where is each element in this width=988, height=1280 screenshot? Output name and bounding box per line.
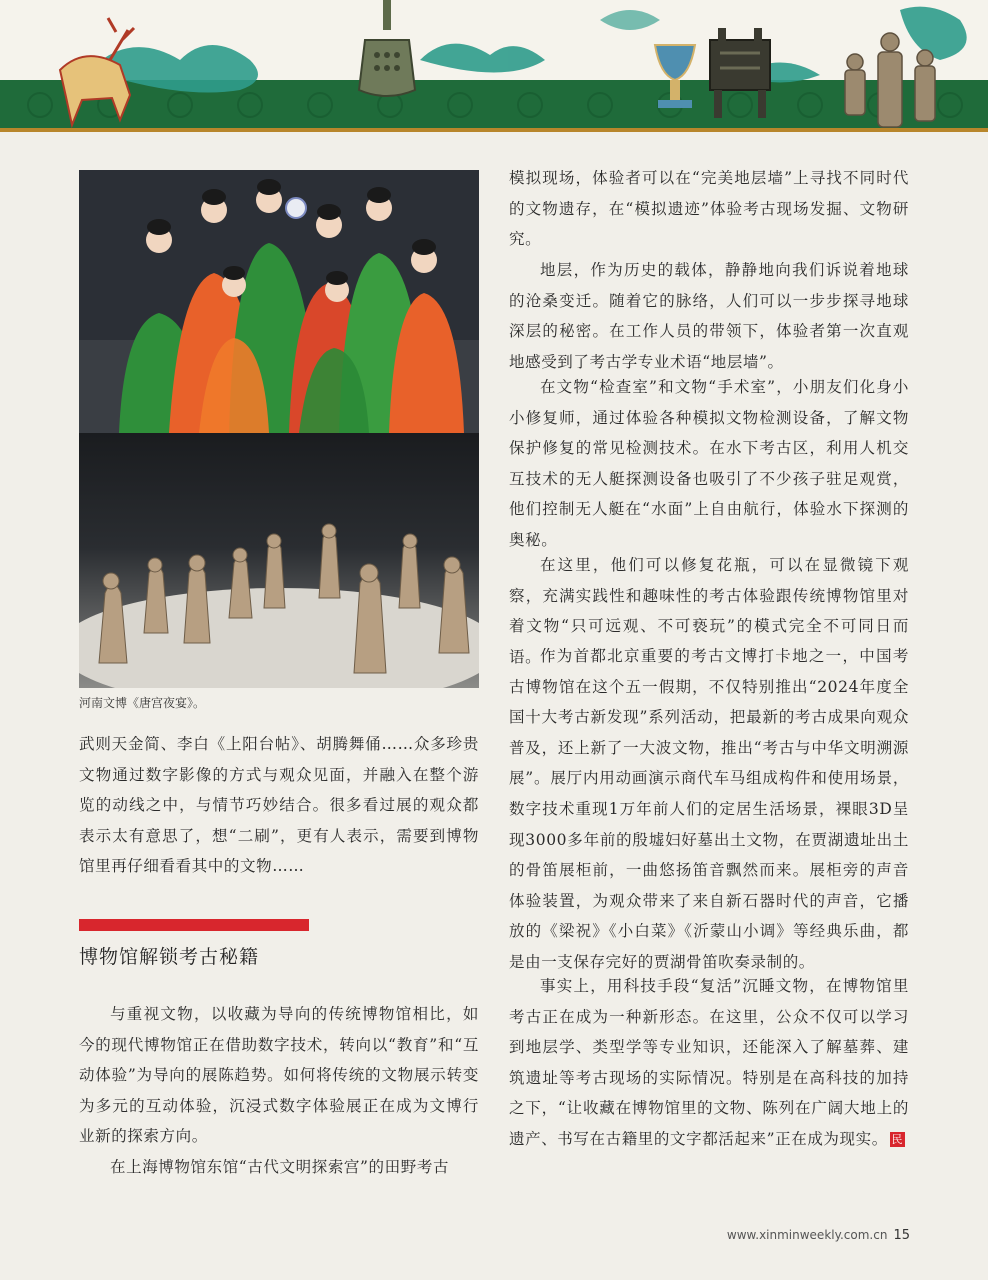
paragraph-text: 事实上，用科技手段“复活”沉睡文物，在博物馆里考古正在成为一种新形态。在这里，公众不仅可以学习到地层学、类型学等专业知识，还能深入了解墓葬、建筑遗址等考古现场的实际情况。特别是在高科技的加持之下，“让收藏在博物馆里的文物、陈列在广阔大地上的遗产、书写在古籍里的文字都活起来”正在成为现实。 (509, 977, 909, 1148)
body-paragraph: 作为首都北京重要的考古文博打卡地之一，中国考古博物馆在这个五一假期，不仅特别推出“2024年度全国十大考古新发现”系列活动，把最新的考古成果向观众普及，还上新了一大波文物，推出“考古与中华文明溯源展”。展厅内用动画演示商代车马组成构件和使用场景，数字技术重现1万年前人们的定居生活场景，裸眼3D呈现3000多年前的殷墟妇好墓出土文物，在贾湖遗址出土的骨笛展柜前，一曲悠扬笛音飘然而来。展柜旁的声音体验装置，为观众带来了来自新石器时代的声音，它播放的《梁祝》《小白菜》《沂蒙山小调》等经典乐曲，都是由一支保存完好的贾湖骨笛吹奏录制的。 (509, 647, 909, 971)
section-title: 博物馆解锁考古秘籍 (79, 946, 260, 968)
page-number: 15 (893, 1228, 910, 1243)
header-banner (0, 0, 988, 132)
section-divider (79, 919, 309, 931)
body-paragraph: 与重视文物，以收藏为导向的传统博物馆相比，如今的现代博物馆正在借助数字技术，转向以“教育”和“互动体验”为导向的展陈趋势。如何将传统的文物展示转变为多元的互动体验，沉浸式数字体验展正在成为文博行业新的探索方向。 (79, 1005, 479, 1146)
photo-caption: 河南文博《唐宫夜宴》。 (79, 696, 206, 710)
end-mark-icon: 民 (891, 1133, 904, 1147)
body-paragraph: 在文物“检查室”和文物“手术室”，小朋友们化身小小修复师，通过体验各种模拟文物检测设备，了解文物保护修复的常见检测技术。在水下考古区，利用人机交互技术的无人艇探测设备也吸引了不少孩子驻足观赏，他们控制无人艇在“水面”上自由航行，体验水下探测的奥秘。 (509, 378, 909, 549)
intro-paragraph: 武则天金简、李白《上阳台帖》、胡腾舞俑……众多珍贵文物通过数字影像的方式与观众见面，并融入在整个游览的动线之中，与情节巧妙结合。很多看过展的观众都表示太有意思了，想“二刷”，更有人表示，需要到博物馆里再仔细看看其中的文物…… (79, 735, 479, 876)
deer-icon (60, 18, 134, 125)
website-url: www.xinminweekly.com.cn (726, 1228, 888, 1242)
cauldron-icon (710, 28, 770, 118)
body-paragraph (509, 971, 909, 1155)
body-paragraph: 地层，作为历史的载体，静静地向我们诉说着地球的沧桑变迁。随着它的脉络，人们可以一步步探寻地球深层的秘密。在工作人员的带领下，体验者第一次直观地感受到了考古学专业术语“地层墙”。 (509, 261, 909, 371)
body-paragraph: 在这里，他们可以修复花瓶，可以在显微镜下观察，充满实践性和趣味性的考古体验跟传统博物馆里对着文物“只可远观、不可亵玩”的模式完全不可同日而语。 (509, 556, 909, 666)
body-paragraph: 在上海博物馆东馆“古代文明探索宫”的田野考古 (110, 1158, 450, 1176)
tang-palace-dancers-photo (79, 170, 479, 433)
page-footer (727, 1228, 910, 1243)
cloud-icon (90, 7, 967, 93)
tang-figurines-photo (79, 433, 479, 688)
bell-icon (359, 0, 415, 96)
body-paragraph: 模拟现场，体验者可以在“完美地层墙”上寻找不同时代的文物遗存，在“模拟遗迹”体验考古现场发掘、文物研究。 (509, 169, 909, 249)
